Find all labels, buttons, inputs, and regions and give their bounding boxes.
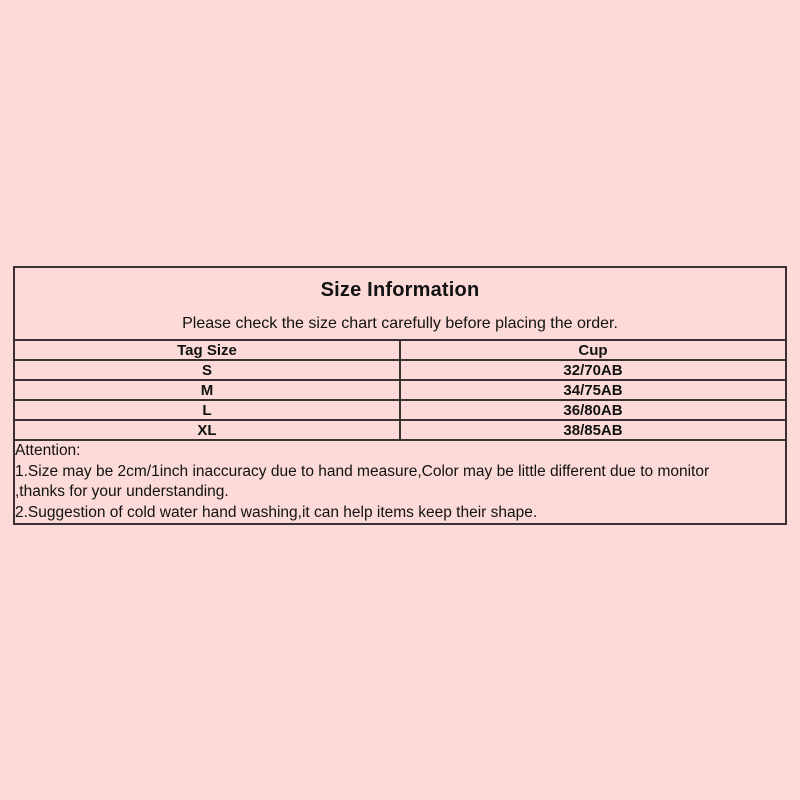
- attention-note-line: ,thanks for your understanding.: [15, 483, 229, 500]
- column-header-tag-size: Tag Size: [14, 340, 400, 360]
- subtitle-text: Please check the size chart carefully before placing the order.: [182, 315, 618, 332]
- page-title: Size Information: [320, 279, 480, 301]
- tag-size-cell: S: [14, 360, 400, 380]
- attention-heading: Attention:: [15, 442, 81, 459]
- tag-size-cell: L: [14, 400, 400, 420]
- tag-size-cell: M: [14, 380, 400, 400]
- title-cell: [14, 267, 786, 340]
- tag-size-cell: XL: [14, 420, 400, 440]
- attention-row: [14, 440, 786, 524]
- table-row: [14, 380, 786, 400]
- attention-note-line: 2.Suggestion of cold water hand washing,it can help items keep their shape.: [15, 503, 538, 521]
- cup-cell: 38/85AB: [400, 420, 786, 440]
- cup-cell: 36/80AB: [400, 400, 786, 420]
- cup-cell: 32/70AB: [400, 360, 786, 380]
- size-information-table: [13, 266, 787, 525]
- table-header-row: [14, 340, 786, 360]
- attention-note-line: 1.Size may be 2cm/1inch inaccuracy due to hand measure,Color may be little different due to monitor: [15, 462, 710, 480]
- table-row: [14, 400, 786, 420]
- table-row: [14, 420, 786, 440]
- column-header-cup: Cup: [400, 340, 786, 360]
- attention-cell: [14, 440, 786, 524]
- table-row: [14, 360, 786, 380]
- cup-cell: 34/75AB: [400, 380, 786, 400]
- title-row: [14, 267, 786, 340]
